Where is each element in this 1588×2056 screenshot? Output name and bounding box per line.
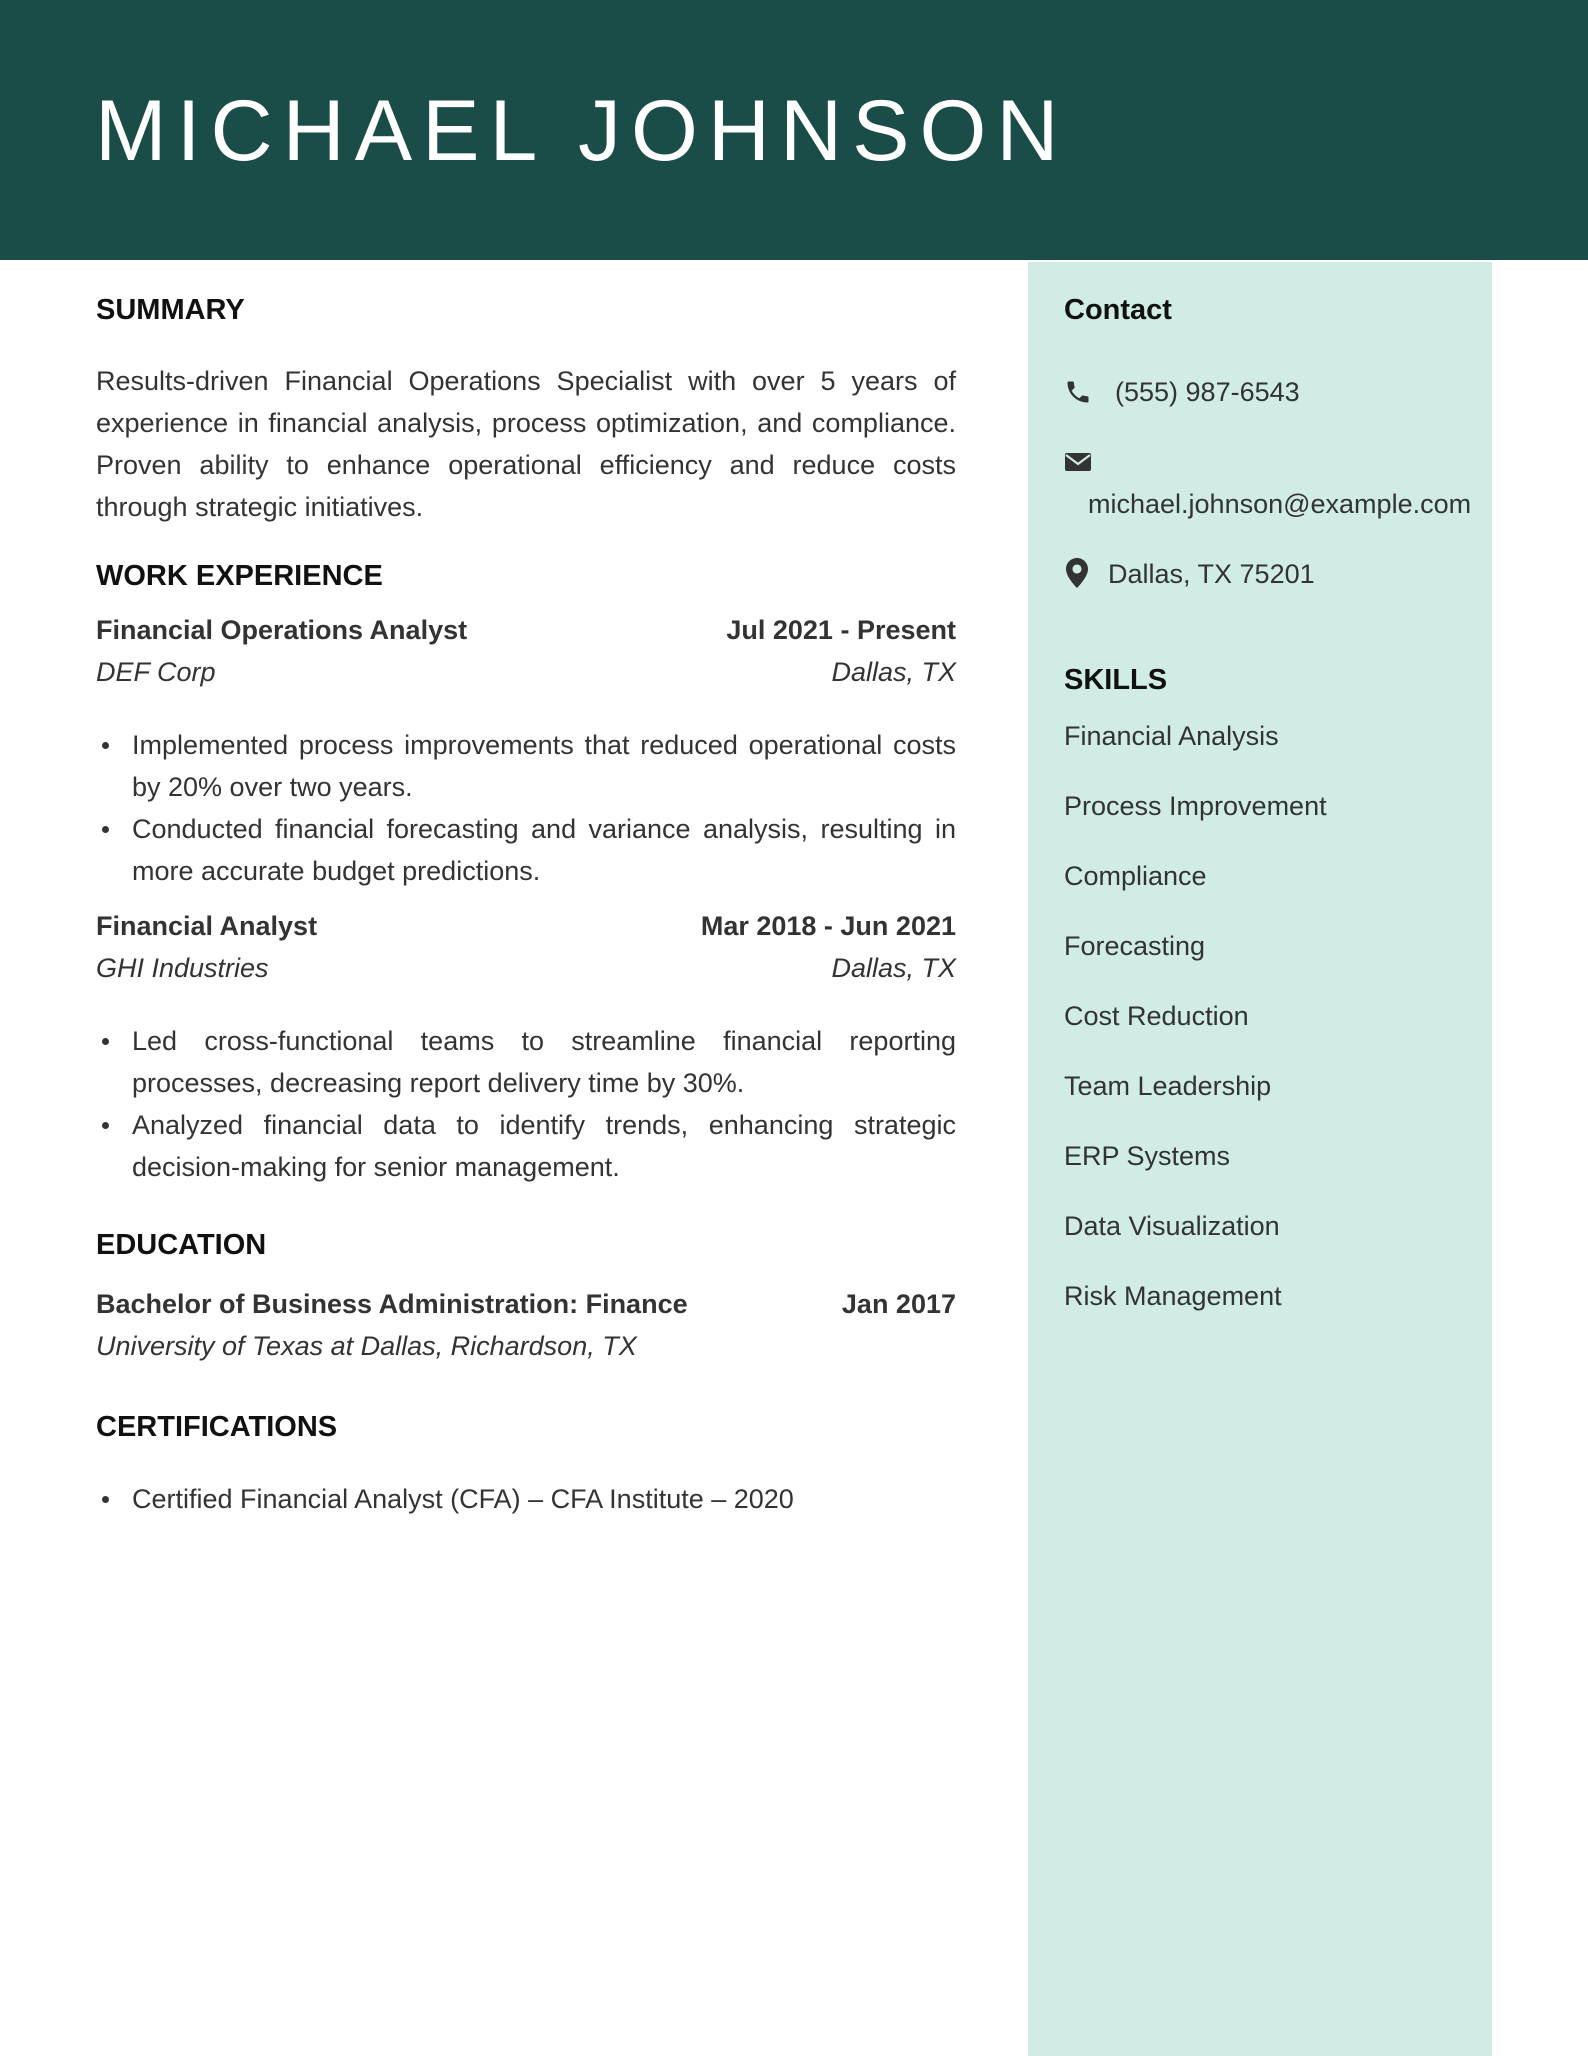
job-bullet: Conducted financial forecasting and variance analysis, resulting in more accurate budget predictions. (96, 808, 956, 892)
contact-email: michael.johnson@example.com (1088, 489, 1472, 519)
education-date: Jan 2017 (841, 1288, 956, 1319)
summary-heading: SUMMARY (96, 294, 245, 326)
skill-item: Risk Management (1064, 1281, 1282, 1311)
envelope-icon (1064, 450, 1092, 474)
job-company: DEF Corp (96, 656, 216, 687)
job-dates: Mar 2018 - Jun 2021 (700, 910, 956, 941)
skill-item: Team Leadership (1064, 1071, 1272, 1101)
skills-list (1064, 716, 1327, 1346)
job-bullet: Analyzed financial data to identify trends, enhancing strategic decision-making for senior management. (96, 1104, 956, 1188)
education-header (96, 1284, 956, 1324)
contact-heading: Contact (1064, 294, 1172, 326)
job-title: Financial Analyst (96, 910, 318, 941)
education-degree: Bachelor of Business Administration: Finance (96, 1288, 688, 1319)
contact-phone: (555) 987-6543 (1115, 377, 1300, 407)
certifications-list (96, 1478, 956, 1520)
job-location: Dallas, TX (831, 656, 956, 687)
job-location: Dallas, TX (831, 952, 956, 983)
skill-item: Financial Analysis (1064, 721, 1279, 751)
header-banner (0, 0, 1588, 260)
job-bullets (96, 724, 956, 892)
job-bullet: Implemented process improvements that reduced operational costs by 20% over two years. (96, 724, 956, 808)
contact-location: Dallas, TX 75201 (1108, 559, 1315, 589)
education-heading: EDUCATION (96, 1229, 267, 1261)
work-experience-heading: WORK EXPERIENCE (96, 560, 383, 592)
job-subheader (96, 652, 956, 692)
job-header (96, 610, 956, 650)
job-dates: Jul 2021 - Present (726, 614, 956, 645)
certifications-heading: CERTIFICATIONS (96, 1411, 338, 1443)
job-bullet: Led cross-functional teams to streamline financial reporting processes, decreasing report delivery time by 30%. (96, 1020, 956, 1104)
job-company: GHI Industries (96, 952, 269, 983)
education-subheader (96, 1326, 956, 1366)
job-title: Financial Operations Analyst (96, 614, 468, 645)
education-school: University of Texas at Dallas, Richardson, TX (96, 1330, 637, 1361)
map-marker-icon (1066, 558, 1088, 588)
job-header (96, 906, 956, 946)
candidate-name: MICHAEL JOHNSON (95, 83, 1069, 179)
sidebar (1028, 262, 1492, 2056)
skill-item: ERP Systems (1064, 1141, 1231, 1171)
skill-item: Compliance (1064, 861, 1207, 891)
skill-item: Data Visualization (1064, 1211, 1280, 1241)
certification-item: Certified Financial Analyst (CFA) – CFA Institute – 2020 (96, 1478, 956, 1520)
skill-item: Process Improvement (1064, 791, 1327, 821)
skill-item: Cost Reduction (1064, 1001, 1249, 1031)
job-bullets (96, 1020, 956, 1188)
skill-item: Forecasting (1064, 931, 1206, 961)
summary-text: Results-driven Financial Operations Specialist with over 5 years of experience in financial analysis, process optimization, and compliance. Proven ability to enhance operational efficiency and reduce costs through strategic initiatives. (96, 366, 956, 522)
job-subheader (96, 948, 956, 988)
phone-icon (1064, 378, 1092, 406)
skills-heading: SKILLS (1064, 664, 1168, 696)
